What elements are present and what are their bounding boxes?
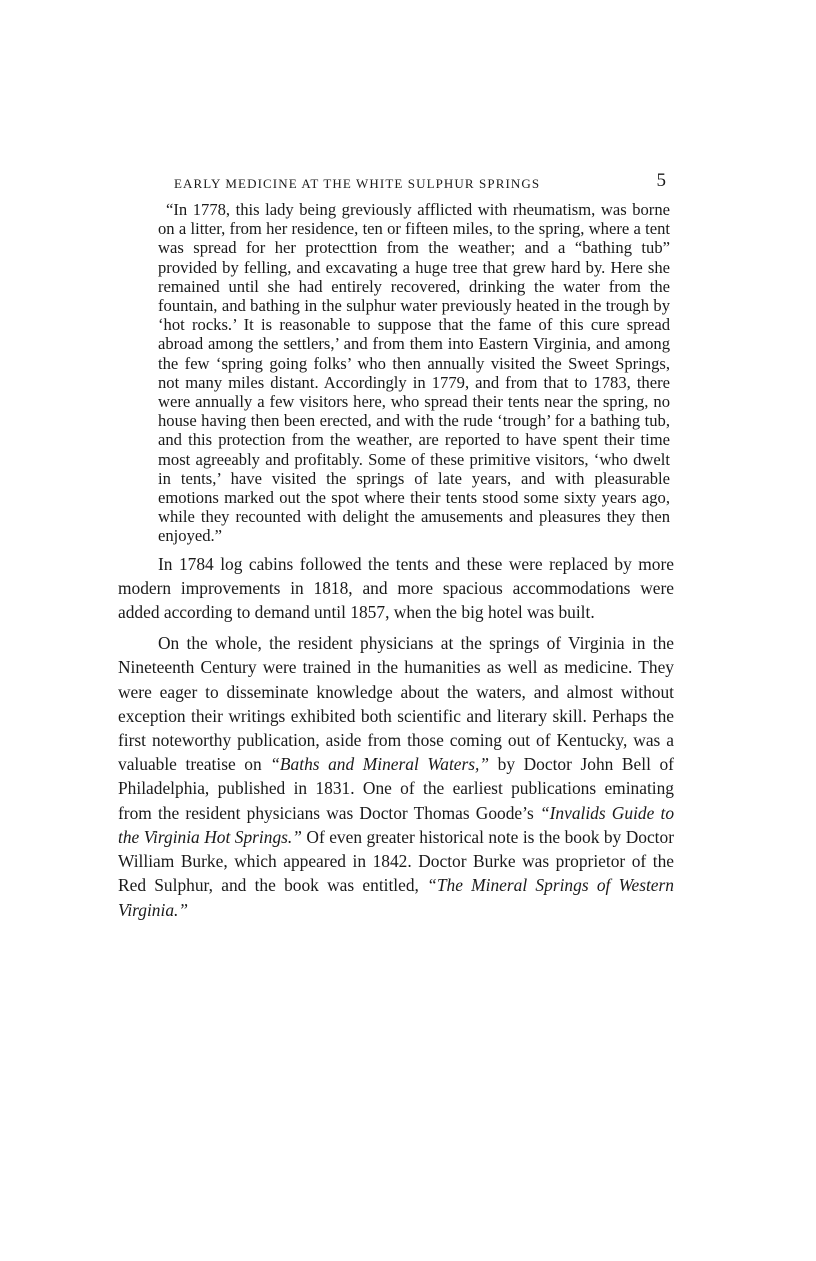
paragraph-resident-physicians [118,631,674,921]
paragraph-log-cabins: In 1784 log cabins followed the tents and these were replaced by more modern improvements in 1818, and more spacious accommodations were added according to demand until 1857, when the big hotel was built. [118,553,674,623]
page-number: 5 [656,170,666,191]
book-title-baths-mineral-waters: “Baths and Mineral Waters,” [270,754,490,775]
block-quote [158,200,670,546]
paragraph-text-part-1: On the whole, the resident physicians at the springs of Virginia in the Nineteenth Century were trained in the humanities as well as medicine. They were eager to disseminate knowledge about the waters, and almost without exception their writings exhibited both scientific and literary skill. Perhaps the first noteworthy publication, aside from those coming out of Kentucky, was a valuable treatise on [118,633,674,775]
block-quote-text: “In 1778, this lady being greviously afflicted with rheumatism, was borne on a litter, from her residence, ten or fifteen miles, to the spring, where a tent was spread for her protecttion from the weather; and a “bathing tub” provided by felling, and excavating a huge tree that grew hard by. Here she remained until she had entirely recovered, drinking the water from the fountain, and bathing in the sulphur water previously heated in the trough by ‘hot rocks.’ It is reasonable to suppose that the fame of this cure spread abroad among the settlers,’ and from them into Eastern Virginia, and among the few ‘spring going folks’ who then annually visited the Sweet Springs, not many miles distant. Accordingly in 1779, and from that to 1783, there were annually a few visitors here, who spread their tents near the spring, no house having then been erected, and with the rude ‘trough’ for a bathing tub, and this protection from the weather, are reported to have spent their time most agreeably and profitably. Some of these primitive visitors, ‘who dwelt in tents,’ have visited the springs of late years, and with pleasurable emotions marked out the spot where their tents stood some sixty years ago, while they recounted with delight the amusements and pleasures they then enjoyed.” [158,200,670,546]
running-head [118,170,674,200]
book-title-invalids-guide: “Invalids Guide to the Virginia Hot Springs.” [118,802,675,847]
paragraph-text-part-3: Of even greater historical note is the book by Doctor William Burke, which appeared in 1842. Doctor Burke was proprietor of the Red Sulphur, and the book was entitled, [118,826,674,896]
book-title-mineral-springs: “The Mineral Springs of Western Virginia.” [118,875,674,920]
paragraph-text-part-2: by Doctor John Bell of Philadelphia, published in 1831. One of the earliest publications eminating from the resident physicians was Doctor Thomas Goode’s [118,754,674,823]
running-head-title: EARLY MEDICINE AT THE WHITE SULPHUR SPRINGS [174,176,541,191]
book-page [118,170,674,922]
